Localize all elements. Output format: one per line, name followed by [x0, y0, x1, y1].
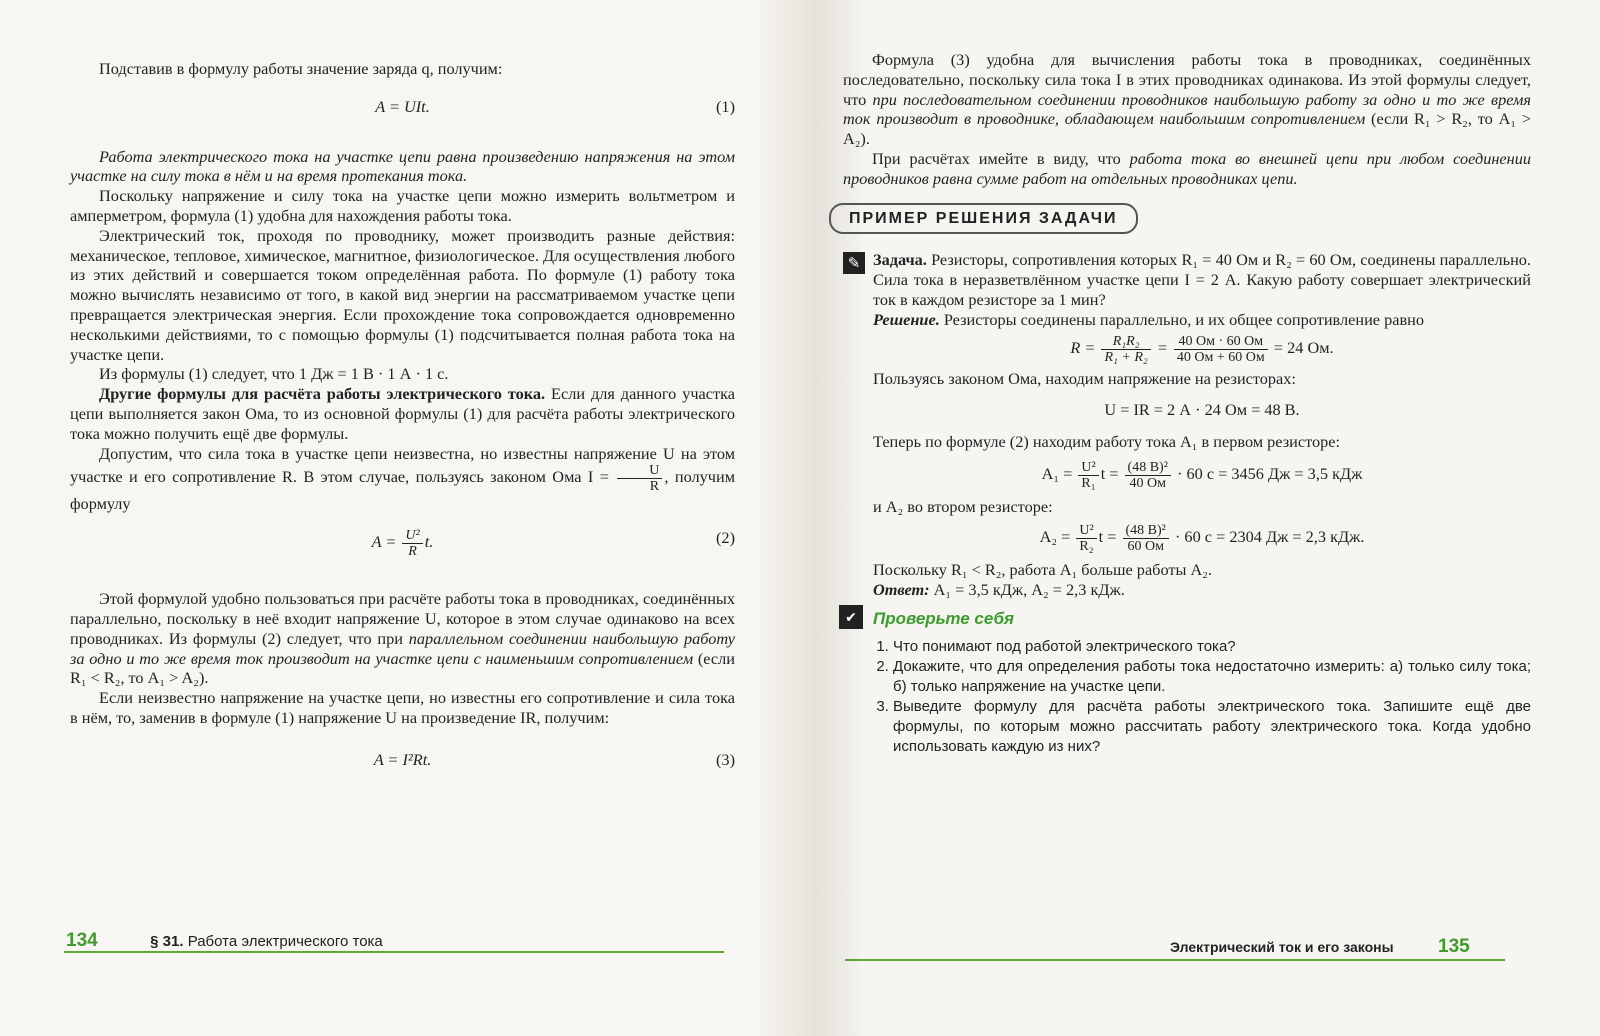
- paragraph-unknown-voltage: Если неизвестно напряжение на участке цепи, но известны его сопротивление и сила тока в нём, то, заменив в формуле (1) напряжение U на произведение IR, получим:: [70, 688, 735, 727]
- left-column: [70, 55, 735, 770]
- left-footer: [66, 930, 726, 952]
- paragraph-other-formulas: [70, 384, 735, 443]
- eq-r-den2: 40 Ом + 60 Ом: [1176, 349, 1265, 365]
- formula-2-fraction: [402, 528, 422, 559]
- series-italic: при последовательном соединении проводников наибольшую работу за одно и то же время ток производит в проводнике, обладающем наибольшим сопротивлением: [843, 89, 1531, 129]
- eq-a1-frac1: [1078, 460, 1098, 491]
- other-formulas-heading: Другие формулы для расчёта работы электрического тока.: [99, 384, 546, 404]
- task-paragraph: [873, 250, 1531, 309]
- definition-paragraph: Работа электрического тока на участке цепи равна произведению напряжения на этом участке на силу тока в нём и на время протекания тока.: [70, 146, 735, 186]
- ohm-fraction: [617, 463, 662, 494]
- ohm-text-end: , получим формулу: [70, 467, 735, 514]
- task-label: Задача.: [873, 250, 927, 270]
- eq-r-frac1: [1101, 334, 1150, 365]
- eq-r-num2: 40 Ом · 60 Ом: [1174, 334, 1268, 350]
- right-footer-rule: [845, 959, 1505, 961]
- formula-2-lhs: A =: [371, 532, 401, 552]
- eq-a1-end: · 60 с = 3456 Дж = 3,5 кДж: [1172, 464, 1363, 484]
- paragraph-units: Из формулы (1) следует, что 1 Дж = 1 В · 1 А · 1 с.: [99, 364, 449, 384]
- solution-text: Резисторы соединены параллельно, и их общее сопротивление равно: [939, 309, 1424, 329]
- paragraph-parallel: [70, 589, 735, 688]
- eq-a1-lhs: A₁ =: [1041, 464, 1077, 484]
- task-block: [843, 250, 1531, 757]
- formula-3: [70, 750, 735, 770]
- questions-list: [873, 637, 1531, 757]
- formula-1: [70, 97, 735, 117]
- eq-a2-lhs: A₂ =: [1039, 526, 1075, 546]
- solution-paragraph: [873, 310, 1531, 330]
- example-badge: ПРИМЕР РЕШЕНИЯ ЗАДАЧИ: [829, 203, 1138, 235]
- eq-a2-frac1: [1076, 523, 1096, 554]
- question-3: 3. Выведите формулу для расчёта работы электрического тока. Запишите ещё две формулы, по которым можно рассчитать работу электрического тока. Когда удобно использовать каждую из них?: [893, 697, 1531, 757]
- paragraph-external-circuit: [843, 149, 1531, 189]
- eq-r-den1: R₁ + R₂: [1104, 349, 1148, 365]
- formula-2-rhs: t.: [424, 532, 434, 552]
- question-2: 2. Докажите, что для определения работы тока недостаточно измерить: а) только силу тока; б) только напряжение на участке цепи.: [893, 657, 1531, 697]
- ohm-sentence: Пользуясь законом Ома, находим напряжение на резисторах:: [873, 368, 1296, 388]
- right-column: [843, 50, 1531, 757]
- eq-a2-den1: R₂: [1079, 538, 1094, 554]
- eq-r-num1: R₁R₂: [1101, 334, 1150, 350]
- section-title: Работа электрического тока: [183, 933, 383, 950]
- check-title-text: Проверьте себя: [873, 609, 1015, 629]
- paragraph-ohm-law: [70, 444, 735, 515]
- check-yourself-heading: [845, 609, 1531, 629]
- left-page-number: 134: [66, 930, 98, 951]
- parallel-italic: параллельном соединении наибольшую работу за одно и то же время ток производит на участке цепи с наименьшим сопротивлением: [70, 628, 735, 668]
- intro-paragraph: Подставив в формулу работы значение заряда q, получим:: [99, 59, 503, 78]
- solution-label: Решение.: [873, 309, 940, 329]
- right-page-number: 135: [1438, 936, 1470, 957]
- check-icon: ✔: [839, 605, 863, 629]
- eq-a2-num1: U²: [1076, 523, 1096, 539]
- formula-2-den: R: [408, 544, 417, 560]
- formula-3-text: A = I²Rt.: [373, 749, 432, 769]
- eq-a2-den2: 60 Ом: [1127, 538, 1164, 554]
- eq-r-frac2: [1174, 334, 1268, 365]
- other-formulas-text: Если для данного участка цепи выполняется закон Ома, то из основной формулы (1) для расчёта работы электрического тока можно получить ещё две формулы.: [70, 384, 736, 443]
- parallel-text: Этой формулой удобно пользоваться при расчёте работы тока в проводниках, соединённых параллельно, поскольку в неё входит напряжение U, которое в этом случае одинаково на всех проводниках. Из формулы (2) следует, что при: [70, 589, 735, 648]
- paragraph-measure: Поскольку напряжение и силу тока на участке цепи можно измерить вольтметром и амперметром, формула (1) удобна для нахождения работы тока.: [70, 186, 735, 225]
- equation-resistance: R = $\frac{\text{R₁R₂}}{\text{R₁ + R₂}}$ = $\frac{40 Ом \cdot 60 Ом}{40 Ом + 60 Ом}$ = 24 Ом.: [1070, 333, 1334, 365]
- series-text-end: (если R₁ > R₂, то A₁ > A₂).: [843, 109, 1532, 149]
- eq-a2-end: · 60 с = 2304 Дж = 2,3 кДж.: [1170, 526, 1365, 546]
- eq-r-lhs: R =: [1070, 337, 1100, 357]
- eq-a1-den1: R₁: [1081, 475, 1096, 491]
- eq-a1-num1: U²: [1078, 460, 1098, 476]
- formula-1-text: A = UIt.: [375, 96, 430, 116]
- eq-a2-num2: (48 В)²: [1123, 523, 1169, 539]
- chapter-title: Электрический ток и его законы: [1170, 939, 1394, 955]
- equation-a1: A₁ = $\frac{\text{U²}}{\text{R₁}}$ t = $\frac{\text{(48 В)²}}{40 Ом}$ · 60 с = 3456 Дж = 3,5 кДж: [1041, 459, 1363, 491]
- paragraph-series: [843, 50, 1531, 149]
- right-footer: [1170, 936, 1510, 958]
- series-text: Формула (3) удобна для вычисления работы тока в проводниках, соединённых последовательно, поскольку сила тока I в этих проводниках одинакова. Из этой формулы следует, что: [843, 50, 1531, 109]
- left-footer-rule: [64, 951, 724, 953]
- formula-3-number: (3): [716, 749, 735, 769]
- eq-a1-frac2: [1125, 460, 1171, 491]
- question-1: 1. Что понимают под работой электрического тока?: [893, 637, 1531, 657]
- ohm-frac-den: R: [649, 479, 660, 495]
- task-text: Резисторы, сопротивления которых R₁ = 40 Ом и R₂ = 60 Ом, соединены параллельно. Сила тока в неразветвлённом участке цепи I = 2 А. Какую работу совершает электрический ток в каждом резисторе за 1 мин?: [873, 250, 1531, 309]
- section-mark: § 31.: [150, 933, 184, 950]
- parallel-text-end: (если R₁ < R₂, то A₁ > A₂).: [70, 648, 735, 688]
- answer-text: A₁ = 3,5 кДж, A₂ = 2,3 кДж.: [929, 579, 1125, 599]
- formula-2-num: U²: [402, 528, 422, 544]
- answer-paragraph: [873, 580, 1531, 600]
- eq-a1-num2: (48 В)²: [1125, 460, 1171, 476]
- ohm-text: Допустим, что сила тока в участке цепи неизвестна, но известны напряжение U на этом участке и его сопротивление R. В этом случае, пользуясь законом Ома I =: [70, 443, 735, 487]
- formula-2: [70, 528, 735, 559]
- answer-label: Ответ:: [873, 579, 930, 599]
- since-sentence: Поскольку R₁ < R₂, работа A₁ больше работы A₂.: [873, 559, 1213, 579]
- formula-2-number: (2): [716, 528, 735, 548]
- task-icon: ✎: [843, 252, 865, 274]
- a2-sentence: и A₂ во втором резисторе:: [873, 496, 1053, 516]
- eq-a1-den2: 40 Ом: [1129, 475, 1166, 491]
- equation-voltage: U = IR = 2 А · 24 Ом = 48 В.: [1104, 400, 1300, 420]
- equation-a2: A₂ = $\frac{\text{U²}}{\text{R₂}}$ t = $\frac{\text{(48 В)²}}{60 Ом}$ · 60 с = 2304 Дж = 2,3 кДж.: [1039, 522, 1365, 554]
- eq-r-end: = 24 Ом.: [1269, 337, 1334, 357]
- a1-sentence: Теперь по формуле (2) находим работу тока A₁ в первом резисторе:: [873, 432, 1341, 452]
- external-text: При расчётах имейте в виду, что: [872, 148, 1130, 168]
- paragraph-actions: Электрический ток, проходя по проводнику, может производить разные действия: механическое, тепловое, химическое, магнитное, физиологическое. Для осуществления любого из этих действий и совершается током определённая работа. По формуле (1) работу тока можно вычислять независимо от того, в какой вид энергии на рассматриваемом участке цепи превращается электрическая энергия. Если прохождение тока сопровождается одновременно несколькими действиями, то с помощью формулы (1) подсчитывается полная работа тока на участке цепи.: [70, 225, 735, 364]
- eq-a2-frac2: [1123, 523, 1169, 554]
- ohm-frac-num: U: [617, 463, 662, 479]
- formula-1-number: (1): [716, 96, 735, 116]
- external-italic: работа тока во внешней цепи при любом соединении проводников равна сумме работ на отдельных проводниках цепи.: [843, 148, 1531, 188]
